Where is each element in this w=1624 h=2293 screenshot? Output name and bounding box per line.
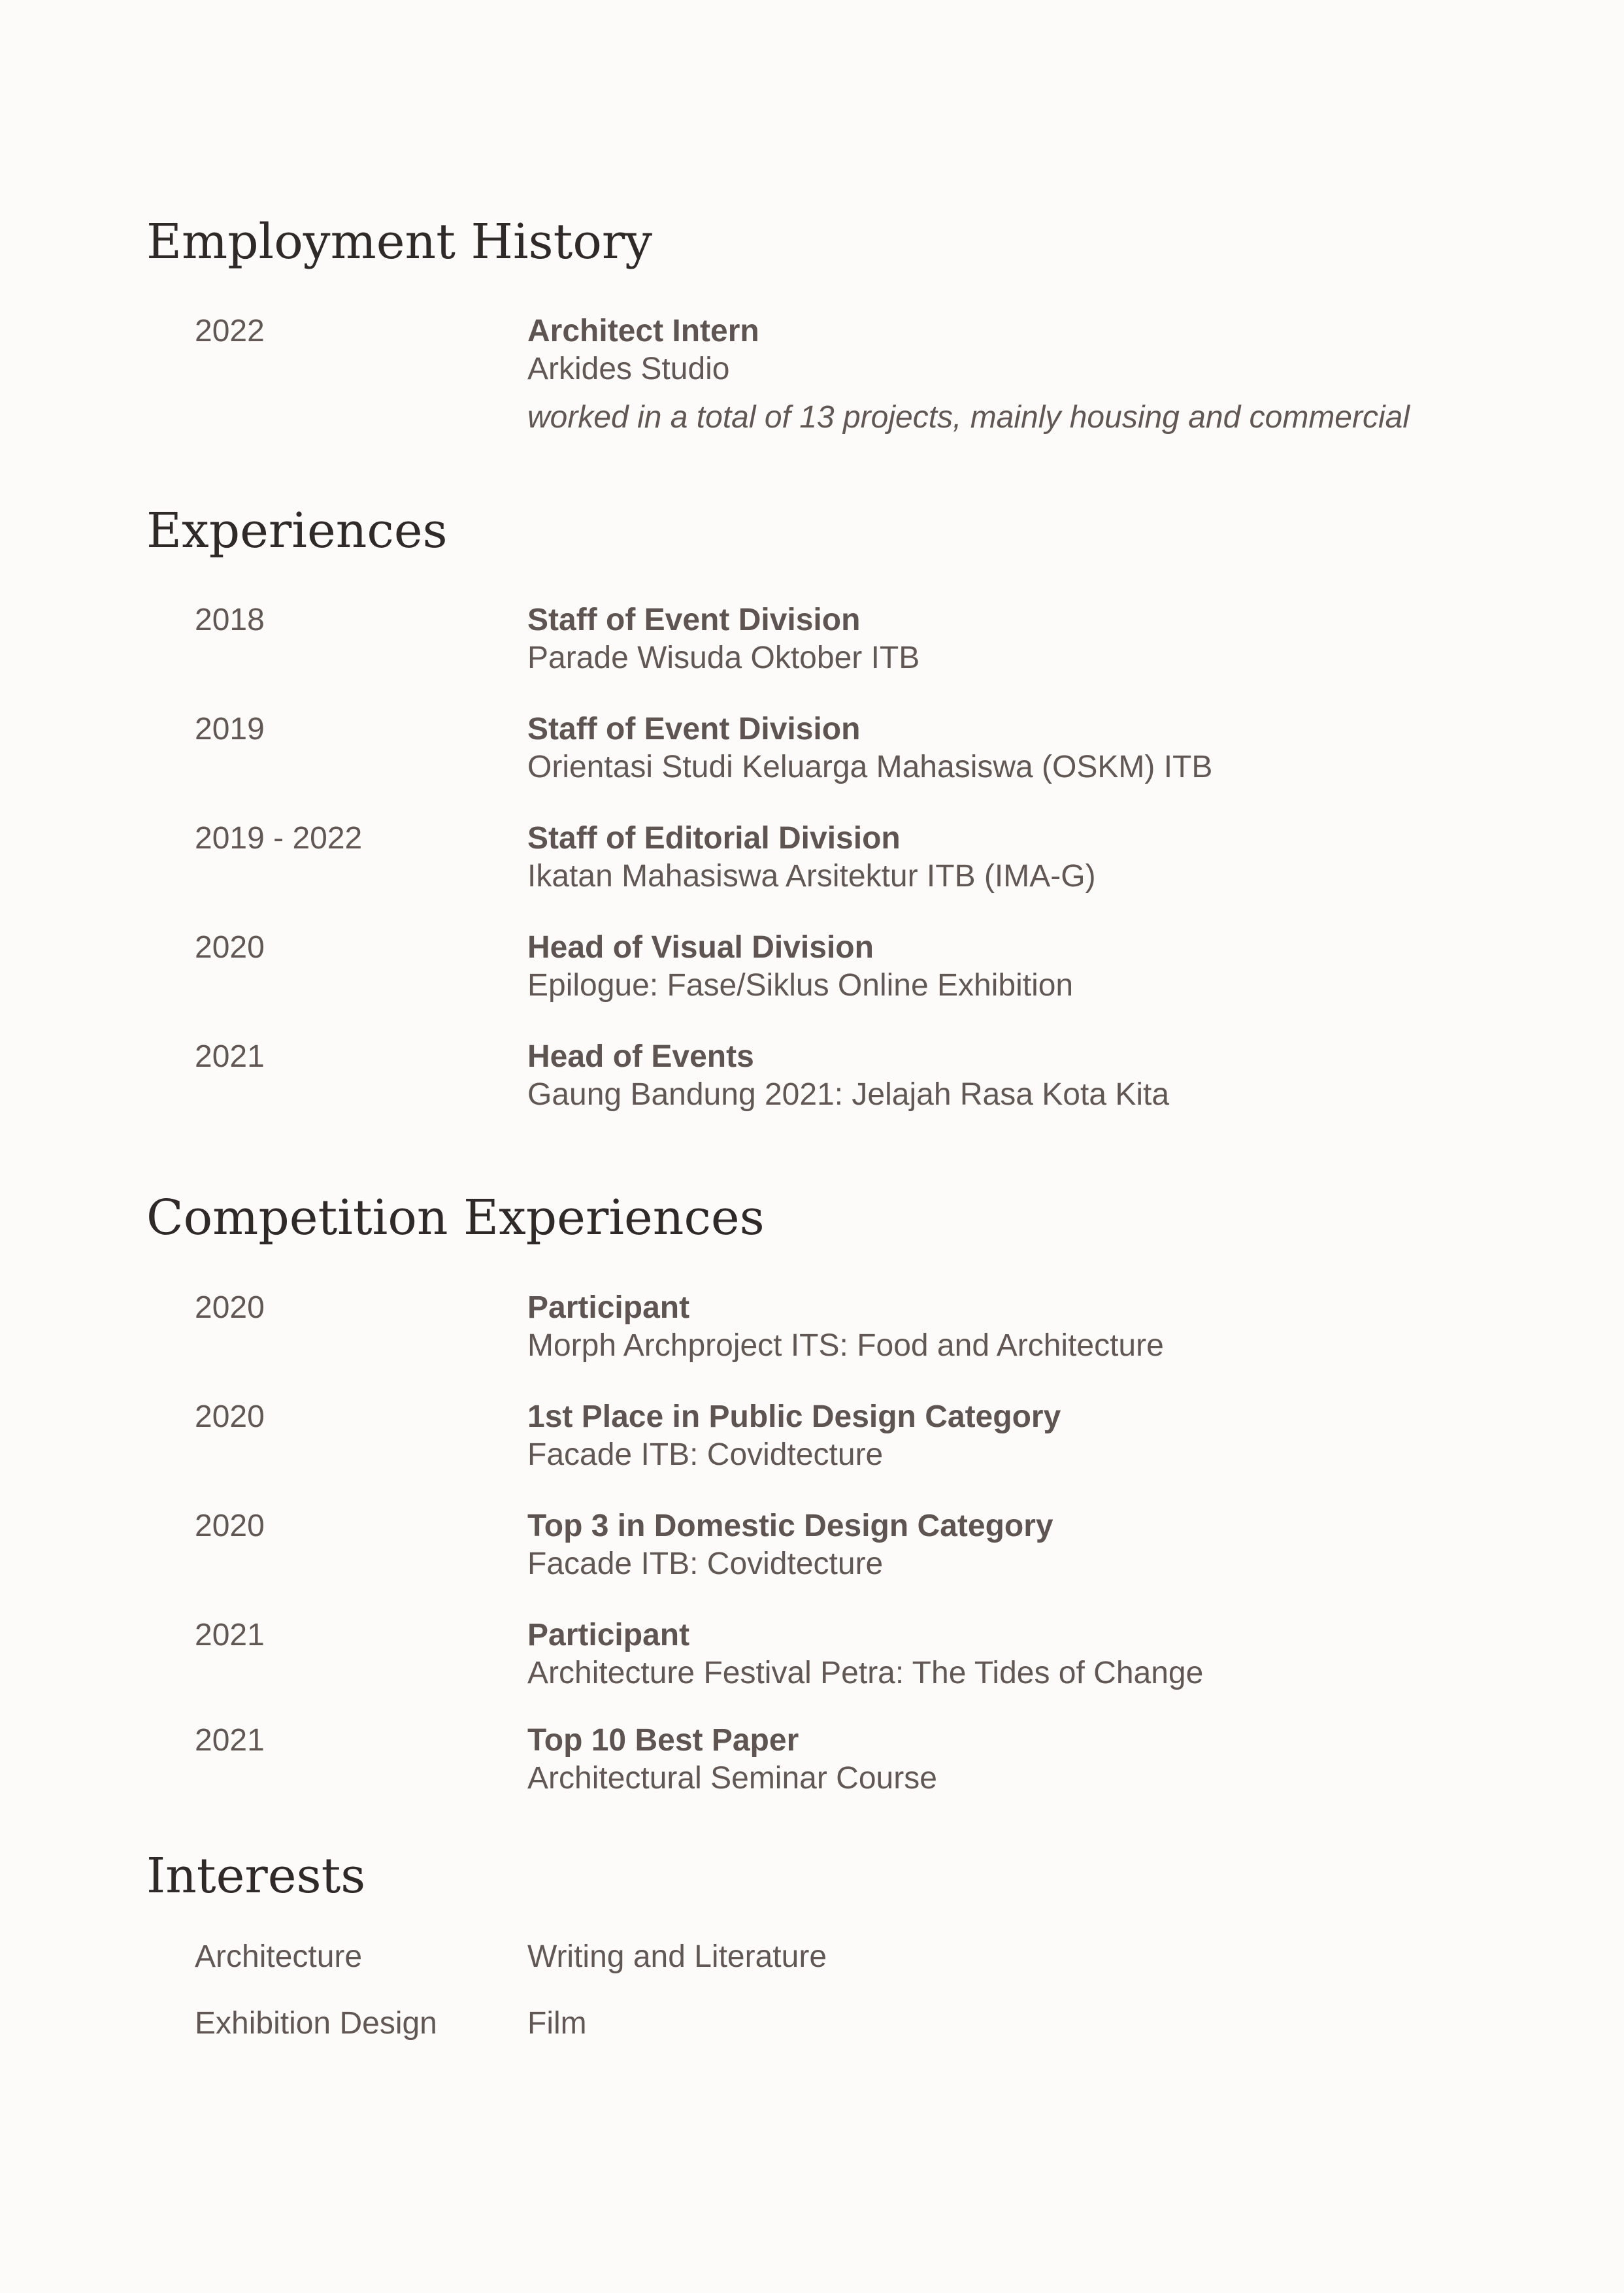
entry-date: 2019 (195, 712, 265, 746)
interest-item: Film (527, 2006, 587, 2041)
entry-role: Architect Intern (527, 314, 759, 348)
entry-date: 2018 (195, 603, 265, 637)
entry-role: Head of Events (527, 1039, 754, 1074)
entry-date: 2020 (195, 1509, 265, 1543)
entry-role: Staff of Editorial Division (527, 821, 901, 856)
entry-organization: Architecture Festival Petra: The Tides of Change (527, 1656, 1204, 1690)
entry-date: 2020 (195, 1290, 265, 1325)
interest-item: Architecture (195, 1939, 363, 1974)
entry-role: Participant (527, 1290, 690, 1325)
entry-role: 1st Place in Public Design Category (527, 1399, 1061, 1434)
entry-organization: Gaung Bandung 2021: Jelajah Rasa Kota Kita (527, 1077, 1170, 1112)
interests-heading: Interests (146, 1848, 366, 1904)
entry-organization: Facade ITB: Covidtecture (527, 1547, 884, 1581)
entry-date: 2019 - 2022 (195, 821, 363, 856)
entry-role: Top 10 Best Paper (527, 1723, 799, 1758)
entry-date: 2022 (195, 314, 265, 348)
experiences-heading: Experiences (146, 503, 448, 559)
entry-date: 2021 (195, 1039, 265, 1074)
entry-date: 2020 (195, 930, 265, 965)
entry-organization: Architectural Seminar Course (527, 1761, 937, 1796)
interest-item: Exhibition Design (195, 2006, 437, 2041)
entry-role: Staff of Event Division (527, 712, 861, 746)
entry-note: worked in a total of 13 projects, mainly housing and commercial (527, 400, 1410, 435)
entry-organization: Orientasi Studi Keluarga Mahasiswa (OSKM) ITB (527, 750, 1213, 784)
entry-role: Staff of Event Division (527, 603, 861, 637)
entry-organization: Arkides Studio (527, 352, 730, 386)
entry-organization: Epilogue: Fase/Siklus Online Exhibition (527, 968, 1074, 1003)
entry-organization: Ikatan Mahasiswa Arsitektur ITB (IMA-G) (527, 859, 1096, 894)
entry-date: 2021 (195, 1618, 265, 1652)
entry-role: Participant (527, 1618, 690, 1652)
interest-item: Writing and Literature (527, 1939, 827, 1974)
competitions-heading: Competition Experiences (146, 1190, 765, 1246)
entry-date: 2021 (195, 1723, 265, 1758)
entry-organization: Parade Wisuda Oktober ITB (527, 641, 920, 675)
entry-role: Head of Visual Division (527, 930, 874, 965)
entry-role: Top 3 in Domestic Design Category (527, 1509, 1053, 1543)
employment-heading: Employment History (146, 214, 653, 270)
entry-organization: Morph Archproject ITS: Food and Architecture (527, 1328, 1164, 1363)
entry-date: 2020 (195, 1399, 265, 1434)
entry-organization: Facade ITB: Covidtecture (527, 1437, 884, 1472)
